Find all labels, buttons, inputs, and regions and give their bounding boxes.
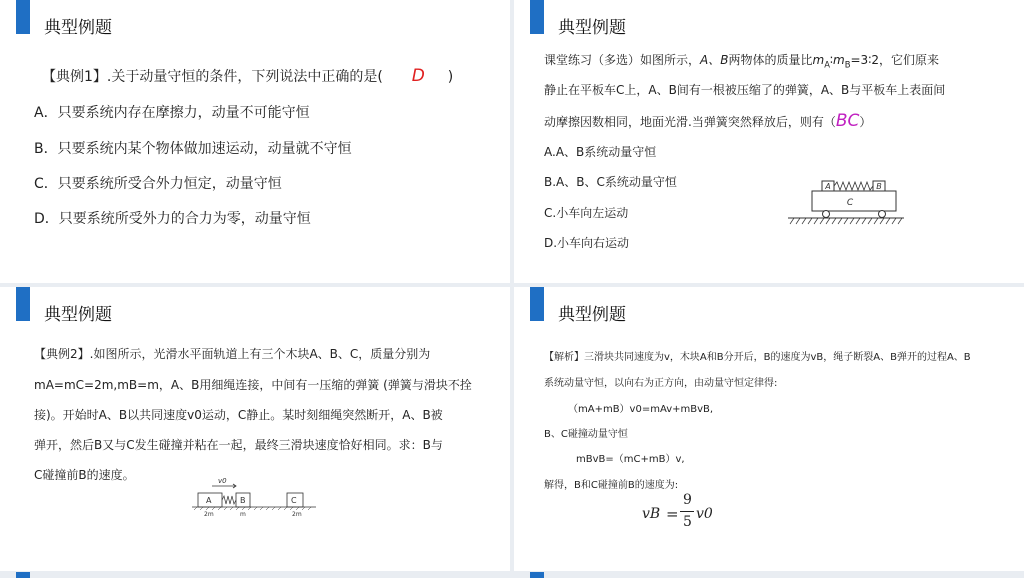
- text-segment: m: [833, 53, 845, 67]
- slide-title: 典型例题: [44, 18, 112, 38]
- text-segment: =3∶2，它们原来: [850, 53, 939, 67]
- block-a-label: A: [206, 496, 212, 505]
- slide-title: 典型例题: [44, 305, 112, 325]
- text-segment: B: [844, 59, 851, 70]
- slide-title: 典型例题: [558, 18, 626, 38]
- velocity-label: v0: [218, 477, 227, 485]
- slide-1[interactable]: [0, 0, 510, 283]
- slide-4[interactable]: [514, 287, 1024, 571]
- next-slide-accent-bar: [530, 572, 544, 578]
- text-segment: 课堂练习（多选）如图所示，: [544, 53, 701, 67]
- block-b-label: B: [240, 496, 246, 505]
- fraction-denominator: 5: [683, 514, 692, 530]
- answer-text: D: [411, 66, 425, 86]
- answer-text: BC: [835, 111, 860, 131]
- question-suffix: ): [447, 69, 454, 85]
- result-equals: =: [666, 505, 679, 523]
- problem-line-1: 【典例2】.如图所示，光滑水平面轨道上有三个木块A、B、C，质量分别为: [34, 347, 431, 361]
- option-d: D.小车向右运动: [544, 236, 630, 250]
- slide-3[interactable]: [0, 287, 510, 571]
- option-a: A.A、B系统动量守恒: [544, 145, 657, 159]
- solution-line-4: 解得，B和C碰撞前B的速度为:: [544, 480, 679, 491]
- block-b-label: B: [876, 182, 882, 191]
- problem-line-1: [544, 51, 939, 69]
- slide-title: 典型例题: [558, 305, 626, 325]
- fraction-numerator: 9: [683, 492, 692, 508]
- text-segment: 动摩擦因数相同，地面光滑.当弹簧突然释放后，则有（: [544, 115, 836, 129]
- option-b: B．只要系统内某个物体做加速运动，动量就不守恒: [34, 141, 352, 157]
- block-a-label: A: [825, 182, 831, 191]
- blocks-diagram: [192, 473, 318, 517]
- next-slide-accent-bar: [16, 572, 30, 578]
- question-text: 【典例1】.关于动量守恒的条件，下列说法中正确的是(: [42, 69, 383, 85]
- option-b: B.A、B、C系统动量守恒: [544, 175, 677, 189]
- text-segment: A、B: [700, 53, 729, 67]
- text-segment: 两物体的质量比: [728, 53, 813, 67]
- problem-line-3: [544, 111, 871, 131]
- accent-bar: [530, 0, 544, 34]
- problem-line-2: 静止在平板车C上，A、B间有一根被压缩了的弹簧，A、B与平板车上表面间: [544, 83, 946, 97]
- accent-bar: [16, 0, 30, 34]
- text-segment: ∶: [829, 53, 834, 67]
- problem-line-5: C碰撞前B的速度。: [34, 468, 135, 482]
- option-a: A．只要系统内存在摩擦力，动量不可能守恒: [34, 105, 310, 121]
- text-segment: A: [824, 59, 830, 70]
- accent-bar: [530, 287, 544, 321]
- block-c-label: C: [291, 496, 297, 505]
- cart-c-label: C: [846, 198, 854, 208]
- text-segment: ）: [859, 115, 872, 129]
- equation-1: （mA+mB）v0=mAv+mBvB,: [568, 404, 714, 415]
- result-lhs: vB: [642, 506, 661, 522]
- solution-line-3: B、C碰撞动量守恒: [544, 429, 628, 440]
- slide-2[interactable]: [514, 0, 1024, 283]
- result-rhs: v0: [696, 506, 713, 522]
- question-line: [42, 66, 453, 86]
- mass-c-label: 2m: [292, 511, 302, 517]
- mass-b-label: m: [240, 511, 246, 517]
- option-d: D．只要系统所受外力的合力为零，动量守恒: [34, 211, 311, 227]
- problem-line-3: 接)。开始时A、B以共同速度v0运动，C静止。某时刻细绳突然断开，A、B被: [34, 408, 443, 422]
- problem-line-2: mA=mC=2m,mB=m，A、B用细绳连接，中间有一压缩的弹簧 (弹簧与滑块不拴: [34, 378, 472, 392]
- cart-diagram: [786, 176, 904, 230]
- mass-a-label: 2m: [204, 511, 214, 517]
- solution-line-2: 系统动量守恒，以向右为正方向，由动量守恒定律得:: [544, 378, 778, 389]
- text-segment: m: [812, 53, 825, 67]
- solution-line-1: 【解析】三滑块共同速度为v，木块A和B分开后，B的速度为vB，绳子断裂A、B弹开的过程A、B: [544, 352, 971, 363]
- problem-line-4: 弹开，然后B又与C发生碰撞并粘在一起，最终三滑块速度恰好相同。求：B与: [34, 438, 443, 452]
- option-c: C．只要系统所受合外力恒定，动量守恒: [34, 176, 282, 192]
- option-c: C.小车向左运动: [544, 206, 629, 220]
- accent-bar: [16, 287, 30, 321]
- fraction-bar: [680, 511, 694, 512]
- equation-2: mBvB=（mC+mB）v,: [576, 454, 685, 465]
